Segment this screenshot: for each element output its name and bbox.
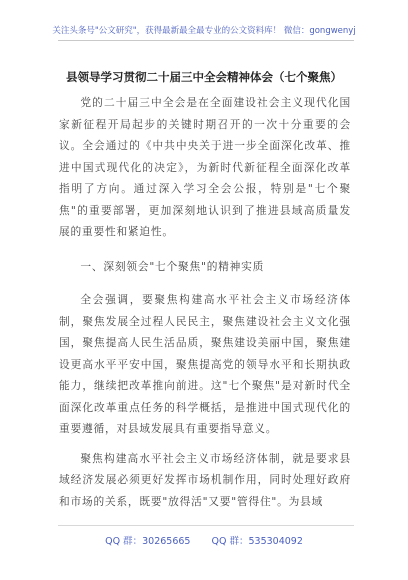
footer-divider <box>58 525 354 526</box>
footer-qq-group-1: QQ 群：30265665 <box>105 536 191 547</box>
footer-qq-group-2: QQ 群：535304092 <box>211 536 303 547</box>
page-header-banner: 关注头条号"公文研究"，获得最新最全最专业的公文资料库！ 微信：gongwenyj <box>52 26 356 36</box>
intro-paragraph: 党的二十届三中全会是在全面建设社会主义现代化国家新征程开局起步的关键时期召开的一次十分重要的会议。全会通过的《中共中央关于进一步全面深化改革、推进中国式现代化的决定》，为新时代新征程全面深化改革指明了方向。通过深入学习全会公报，特别是"七个聚焦"的重要部署，更加深刻地认识到了推进县域高质量发展的重要性和紧迫性。 <box>59 96 351 238</box>
header-divider <box>58 40 354 41</box>
document-body <box>59 92 351 512</box>
section-heading: 一、深刻领会"七个聚焦"的精神实质 <box>80 259 265 273</box>
body-paragraph: 全会强调，要聚焦构建高水平社会主义市场经济体制，聚焦发展全过程人民民主，聚焦建设社会主义文化强国，聚焦提高人民生活品质，聚焦建设美丽中国，聚焦建设更高水平平安中国，聚焦提高党的领导水平和长期执政能力，继续把改革推向前进。这"七个聚焦"是对新时代全面深化改革重点任务的科学概括，是推进中国式现代化的重要遵循，对县域发展具有重要指导意义。 <box>59 293 351 435</box>
body-paragraph: 聚焦构建高水平社会主义市场经济体制，就是要求县域经济发展必须更好发挥市场机制作用，同时处理好政府和市场的关系，既要"放得活"又要"管得住"。为县域 <box>59 451 351 508</box>
document-title: 县领导学习贯彻二十届三中全会精神体会（七个聚焦） <box>66 70 342 84</box>
page-footer <box>0 533 408 547</box>
